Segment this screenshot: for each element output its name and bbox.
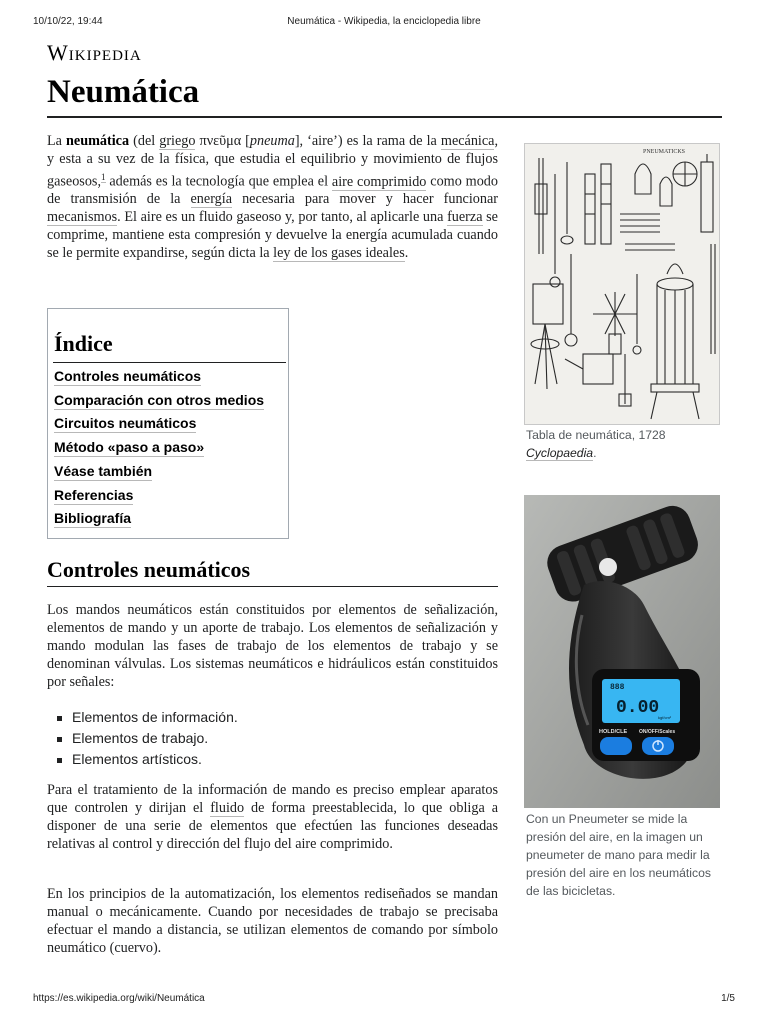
toc-item-controles[interactable]: Controles neumáticos bbox=[54, 368, 202, 384]
wikipedia-logo[interactable]: Wikipedia bbox=[47, 40, 142, 65]
power-button-label: ON/OFF/Scales bbox=[639, 729, 676, 735]
plate-heading: PNEUMATICKS bbox=[643, 149, 686, 155]
print-page-number: 1/5 bbox=[721, 993, 735, 1004]
link-mecanica[interactable]: mecánica bbox=[440, 133, 495, 149]
link-ley-gases[interactable]: ley de los gases ideales bbox=[273, 245, 405, 262]
power-button bbox=[642, 737, 674, 755]
lcd-top-digits: 888 bbox=[610, 683, 625, 692]
toc-item-bibliografia[interactable]: Bibliografía bbox=[54, 510, 132, 526]
link-energia[interactable]: energía bbox=[190, 191, 232, 208]
cyclopaedia-plate-image[interactable] bbox=[524, 143, 720, 425]
figure1-caption: Tabla de neumática, 1728 Cyclopaedia. bbox=[526, 428, 666, 460]
toc-item-circuitos[interactable]: Circuitos neumáticos bbox=[54, 415, 197, 431]
list-item: Elementos de información. bbox=[55, 707, 238, 728]
link-cyclopaedia[interactable]: Cyclopaedia bbox=[526, 446, 594, 460]
pneumeter-illustration bbox=[524, 495, 720, 808]
title-divider bbox=[47, 116, 722, 118]
toc-item-comparacion[interactable]: Comparación con otros medios bbox=[54, 392, 265, 408]
lead-bold-term: neumática bbox=[66, 133, 130, 149]
link-fluido[interactable]: fluido bbox=[210, 799, 245, 816]
section-heading-controles: Controles neumáticos bbox=[47, 557, 251, 582]
hold-button bbox=[600, 737, 632, 755]
table-of-contents bbox=[47, 308, 289, 539]
lead-paragraph: La neumática (del griego πνεῦμα [pneuma], ‘aire’) es la rama de la mecánica, y esta a su vez de la física, que estudia el equilibrio y movimiento de flujos gaseosos,$^1$ además es la tecnología que emplea el aire comprimido como modo de transmisión de la energía necesaria para mover y hacer funcionar mecanismos. El aire es un fluido gaseoso y, por tanto, al aplicarle una fuerza se comprime, mantiene esta compresión y devuelve la energía acumulada cuando se le permite expandirse, según dicta la ley de los gases ideales. bbox=[47, 133, 499, 262]
reference-1[interactable]: 1 bbox=[101, 171, 106, 182]
lcd-value: 0.00 bbox=[616, 698, 660, 718]
page-title: Neumática bbox=[47, 74, 200, 110]
hold-button-label: HOLD/CLE bbox=[599, 729, 628, 735]
print-url: https://es.wikipedia.org/wiki/Neumática bbox=[33, 993, 205, 1004]
bullet-list bbox=[55, 707, 238, 770]
link-griego[interactable]: griego bbox=[159, 133, 196, 149]
figure2-caption: Con un Pneumeter se mide la presión del aire, en la imagen un pneumeter de mano para medir la presión del aire en los neumáticos de las bicicletas. bbox=[526, 812, 711, 898]
toc-item-metodo[interactable]: Método «paso a paso» bbox=[54, 439, 205, 455]
section-paragraph-2: Para el tratamiento de la información de mando es preciso emplear aparatos que controlen y dirijan el fluido de forma preestablecida, lo que obliga a disponer de una serie de elementos que efectúen las funciones deseadas relativas al control y dirección del flujo del aire comprimido. bbox=[47, 782, 498, 852]
link-mecanismos[interactable]: mecanismos bbox=[47, 209, 118, 226]
section-divider bbox=[47, 586, 498, 587]
print-doc-title: Neumática - Wikipedia, la enciclopedia libre bbox=[287, 16, 481, 27]
list-item: Elementos de trabajo. bbox=[55, 728, 238, 749]
section-paragraph-1: Los mandos neumáticos están constituidos por elementos de señalización, elementos de mando y un aporte de trabajo. Los elementos de señalización y mando modulan las fases de trabajo de los elementos de trabajo y se denominan válvulas. Los sistemas neumáticos e hidráulicos están constituidos por señales: bbox=[47, 602, 498, 690]
print-datetime: 10/10/22, 19:44 bbox=[33, 16, 103, 27]
toc-divider bbox=[53, 362, 286, 363]
toc-title: Índice bbox=[54, 331, 113, 356]
toc-item-referencias[interactable]: Referencias bbox=[54, 487, 134, 503]
section-paragraph-3: En los principios de la automatización, los elementos rediseñados se mandan manual o mecánicamente. Cuando por necesidades de trabajo se precisaba efectuar el mando a distancia, se utilizan elementos de comando por símbolo neumático (cuervo). bbox=[47, 886, 498, 956]
link-aire-comprimido[interactable]: aire comprimido bbox=[331, 173, 427, 190]
link-fuerza[interactable]: fuerza bbox=[447, 209, 483, 226]
pneumeter-photo[interactable] bbox=[524, 495, 720, 808]
engraving-illustration bbox=[525, 144, 720, 425]
lcd-unit: kgf/cm² bbox=[658, 715, 672, 720]
list-item: Elementos artísticos. bbox=[55, 749, 238, 770]
toc-item-vease[interactable]: Véase también bbox=[54, 463, 153, 479]
